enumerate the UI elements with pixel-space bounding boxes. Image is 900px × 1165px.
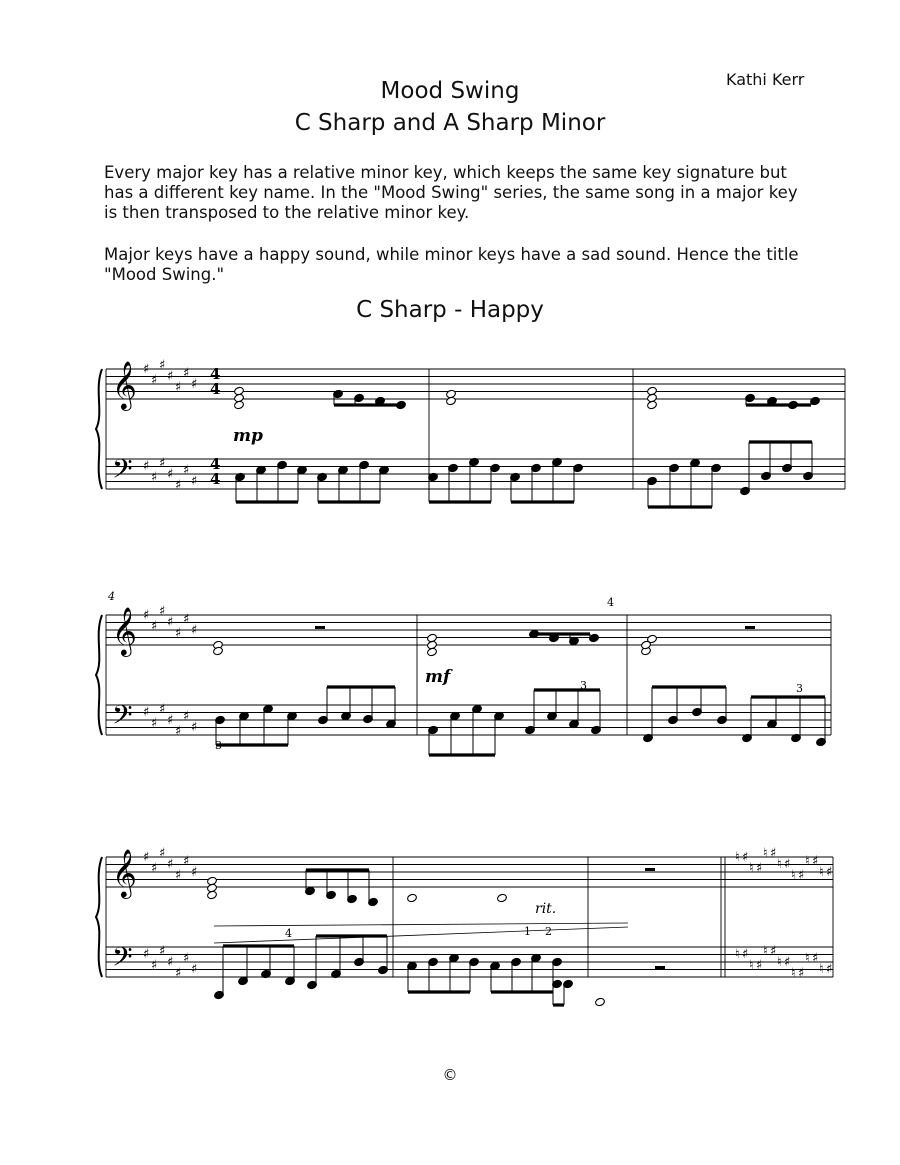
treble-clef-icon: 𝄞	[112, 360, 137, 409]
note-head	[234, 400, 245, 409]
time-signature-denominator: 4	[210, 470, 221, 488]
sharp-icon: ♯	[159, 944, 166, 959]
tempo-rit: rit.	[535, 901, 557, 917]
sharp-icon: ♯	[812, 854, 819, 869]
key-signatures	[143, 358, 832, 981]
treble-clef-icon: 𝄞	[112, 848, 137, 897]
natural-icon: ♮	[735, 850, 740, 865]
sharp-icon: ♯	[183, 709, 190, 724]
sharp-icon: ♯	[167, 713, 174, 728]
time-signature-denominator: 4	[210, 380, 221, 398]
sharp-icon: ♯	[151, 716, 158, 731]
intro-paragraph-2: Major keys have a happy sound, while minor keys have a sad sound. Hence the title "Mood Swing."	[104, 245, 799, 284]
sharp-icon: ♯	[191, 720, 198, 735]
time-signature-numerator: 4	[210, 455, 221, 473]
sharp-icon: ♯	[143, 608, 150, 623]
dynamic-mf: mf	[425, 667, 451, 687]
sharp-icon: ♯	[159, 604, 166, 619]
sharp-icon: ♯	[151, 373, 158, 388]
fingering-triplet: 3	[796, 682, 803, 695]
time-signature-numerator: 4	[210, 365, 221, 383]
note-head	[427, 647, 438, 656]
sharp-icon: ♯	[143, 362, 150, 377]
natural-icon: ♮	[819, 962, 824, 977]
note-head	[647, 400, 658, 409]
note-head	[497, 893, 508, 902]
piece-subtitle: C Sharp and A Sharp Minor	[294, 110, 606, 136]
fingering-four: 4	[607, 596, 614, 609]
intro-paragraph-1: Every major key has a relative minor key, which keeps the same key signature but has a different key name. In the "Mood Swing" series, the same song in a major key is then transposed to the relative minor key.	[104, 163, 798, 222]
sharp-icon: ♯	[798, 966, 805, 981]
note-head	[647, 386, 658, 395]
brace	[96, 615, 102, 735]
sharp-icon: ♯	[191, 962, 198, 977]
sharp-icon: ♯	[191, 377, 198, 392]
sharp-icon: ♯	[175, 626, 182, 641]
sharp-icon: ♯	[183, 463, 190, 478]
sharp-icon: ♯	[175, 478, 182, 493]
sharp-icon: ♯	[175, 868, 182, 883]
sharp-icon: ♯	[812, 951, 819, 966]
sharp-icon: ♯	[191, 474, 198, 489]
sharp-icon: ♯	[151, 619, 158, 634]
fingering-triplet: 3	[408, 960, 415, 973]
note-head	[427, 633, 438, 642]
sharp-icon: ♯	[183, 951, 190, 966]
dynamic-mp: mp	[233, 426, 263, 446]
system-braces	[96, 369, 102, 977]
natural-icon: ♮	[791, 868, 796, 883]
sharp-icon: ♯	[175, 966, 182, 981]
natural-icon: ♮	[791, 966, 796, 981]
sharp-icon: ♯	[151, 861, 158, 876]
composer-name: Kathi Kerr	[726, 70, 805, 89]
whole-rest	[655, 966, 665, 969]
natural-icon: ♮	[735, 947, 740, 962]
sharp-icon: ♯	[175, 380, 182, 395]
fingering-triplet: 3	[215, 739, 222, 752]
sharp-icon: ♯	[167, 955, 174, 970]
whole-rest	[745, 626, 755, 629]
note-head	[207, 876, 218, 885]
sharp-icon: ♯	[826, 865, 833, 880]
sharp-icon: ♯	[143, 850, 150, 865]
sharp-icon: ♯	[159, 456, 166, 471]
sharp-icon: ♯	[151, 958, 158, 973]
sharp-icon: ♯	[159, 358, 166, 373]
clefs	[112, 360, 137, 979]
sharp-icon: ♯	[143, 459, 150, 474]
fingering-triplet: 3	[580, 679, 587, 692]
natural-icon: ♮	[805, 951, 810, 966]
sharp-icon: ♯	[167, 857, 174, 872]
natural-icon: ♮	[777, 955, 782, 970]
sharp-icon: ♯	[151, 470, 158, 485]
sharp-icon: ♯	[159, 846, 166, 861]
sharp-icon: ♯	[742, 947, 749, 962]
measure-number: 4	[108, 590, 115, 603]
note-head	[234, 386, 245, 395]
sharp-icon: ♯	[770, 944, 777, 959]
copyright-symbol: ©	[442, 1066, 458, 1084]
note-head	[595, 997, 606, 1006]
fingering-one: 1	[524, 925, 531, 938]
natural-icon: ♮	[777, 857, 782, 872]
sharp-icon: ♯	[784, 857, 791, 872]
section-title: C Sharp - Happy	[356, 297, 544, 323]
fingering-two: 2	[545, 925, 552, 938]
whole-rest	[315, 626, 325, 629]
sharp-icon: ♯	[826, 962, 833, 977]
natural-icon: ♮	[749, 861, 754, 876]
natural-icon: ♮	[805, 854, 810, 869]
sharp-icon: ♯	[167, 615, 174, 630]
brace	[96, 857, 102, 977]
treble-clef-icon: 𝄞	[112, 606, 137, 655]
sharp-icon: ♯	[167, 467, 174, 482]
sharp-icon: ♯	[175, 724, 182, 739]
natural-icon: ♮	[819, 865, 824, 880]
note-head	[207, 890, 218, 899]
sharp-icon: ♯	[183, 366, 190, 381]
piece-title: Mood Swing	[380, 78, 520, 104]
sharp-icon: ♯	[798, 868, 805, 883]
note-head	[446, 396, 457, 405]
sharp-icon: ♯	[183, 854, 190, 869]
sharp-icon: ♯	[191, 865, 198, 880]
sharp-icon: ♯	[770, 846, 777, 861]
sharp-icon: ♯	[143, 947, 150, 962]
natural-icon: ♮	[763, 944, 768, 959]
bass-clef-icon: 𝄢	[112, 941, 133, 979]
note-head	[396, 400, 407, 409]
sharp-icon: ♯	[784, 955, 791, 970]
sharp-icon: ♯	[756, 958, 763, 973]
natural-icon: ♮	[749, 958, 754, 973]
note-head	[407, 893, 418, 902]
sharp-icon: ♯	[159, 702, 166, 717]
sharp-icon: ♯	[183, 612, 190, 627]
sharp-icon: ♯	[167, 369, 174, 384]
fingering-four: 4	[285, 927, 292, 940]
sharp-icon: ♯	[756, 861, 763, 876]
natural-icon: ♮	[763, 846, 768, 861]
sharp-icon: ♯	[191, 623, 198, 638]
sharp-icon: ♯	[143, 705, 150, 720]
brace	[96, 369, 102, 489]
bass-clef-icon: 𝄢	[112, 453, 133, 491]
notes	[207, 386, 827, 1006]
whole-rest	[645, 868, 655, 871]
bass-clef-icon: 𝄢	[112, 699, 133, 737]
sharp-icon: ♯	[742, 850, 749, 865]
